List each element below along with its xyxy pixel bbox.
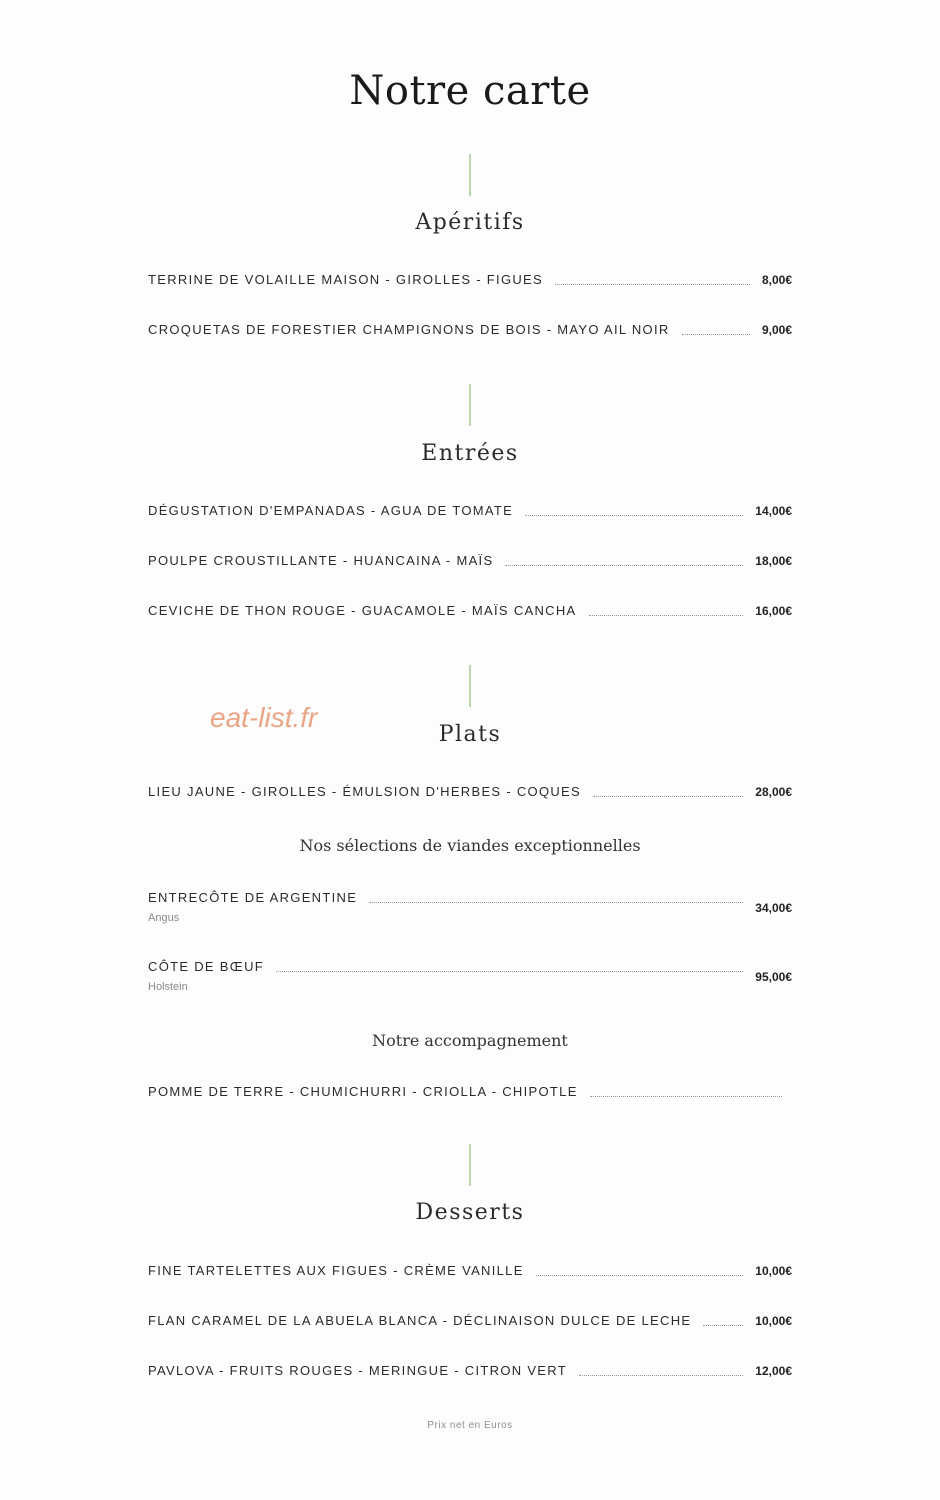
item-name: POMME DE TERRE - CHUMICHURRI - CRIOLLA - CHIPOTLE xyxy=(148,1084,578,1099)
item-price: 16,00€ xyxy=(755,603,792,618)
dotted-leader xyxy=(276,970,743,972)
dotted-leader xyxy=(555,283,750,285)
item-note: Holstein xyxy=(148,981,188,993)
dotted-leader xyxy=(703,1324,743,1326)
item-name: TERRINE DE VOLAILLE MAISON - GIROLLES - FIGUES xyxy=(148,272,543,287)
menu-item xyxy=(148,1263,792,1278)
item-name: CEVICHE DE THON ROUGE - GUACAMOLE - MAÏS CANCHA xyxy=(148,603,577,618)
item-name: PAVLOVA - FRUITS ROUGES - MERINGUE - CITRON VERT xyxy=(148,1363,567,1378)
menu-item xyxy=(148,1313,792,1328)
item-price: 95,00€ xyxy=(755,969,792,984)
dotted-leader xyxy=(590,1095,782,1097)
dotted-leader xyxy=(369,901,743,903)
section-divider xyxy=(469,154,471,196)
menu-item xyxy=(148,553,792,568)
section-title-entrees: Entrées xyxy=(421,441,519,466)
menu-item xyxy=(148,503,792,518)
item-name: ENTRECÔTE DE ARGENTINE xyxy=(148,890,358,905)
dotted-leader xyxy=(579,1374,743,1376)
dotted-leader xyxy=(682,333,750,335)
footer-note: Prix net en Euros xyxy=(427,1420,513,1431)
dotted-leader xyxy=(505,564,743,566)
side-heading: Notre accompagnement xyxy=(372,1031,568,1050)
section-title-desserts: Desserts xyxy=(415,1200,525,1225)
dotted-leader xyxy=(589,614,744,616)
section-divider xyxy=(469,1144,471,1186)
item-price: 10,00€ xyxy=(755,1263,792,1278)
item-price: 28,00€ xyxy=(755,784,792,799)
item-name: FINE TARTELETTES AUX FIGUES - CRÈME VANILLE xyxy=(148,1263,524,1278)
item-name: LIEU JAUNE - GIROLLES - ÉMULSION D'HERBES - COQUES xyxy=(148,784,581,799)
item-price: 10,00€ xyxy=(755,1313,792,1328)
menu-item xyxy=(148,890,792,915)
item-name: POULPE CROUSTILLANTE - HUANCAINA - MAÏS xyxy=(148,553,494,568)
item-name: FLAN CARAMEL DE LA ABUELA BLANCA - DÉCLINAISON DULCE DE LECHE xyxy=(148,1313,692,1328)
menu-item xyxy=(148,784,792,799)
item-price: 9,00€ xyxy=(761,322,792,337)
page-title: Notre carte xyxy=(349,68,591,114)
item-price: 18,00€ xyxy=(755,553,792,568)
watermark: eat-list.fr xyxy=(210,702,318,733)
dotted-leader xyxy=(593,795,743,797)
meats-heading: Nos sélections de viandes exceptionnelles xyxy=(299,836,641,855)
dotted-leader xyxy=(536,1274,744,1276)
section-title-plats: Plats xyxy=(438,722,502,747)
item-price: 12,00€ xyxy=(755,1363,792,1378)
menu-item xyxy=(148,1363,792,1378)
item-price: 8,00€ xyxy=(761,272,792,287)
menu-item xyxy=(148,1084,782,1099)
menu-item xyxy=(148,959,792,984)
dotted-leader xyxy=(525,514,743,516)
menu-item xyxy=(148,272,792,287)
menu-item xyxy=(148,322,792,337)
section-divider xyxy=(469,665,471,707)
section-divider xyxy=(469,384,471,426)
item-price: 14,00€ xyxy=(755,503,792,518)
item-price: 34,00€ xyxy=(755,900,792,915)
section-title-aperitifs: Apéritifs xyxy=(415,210,525,235)
item-name: CROQUETAS DE FORESTIER CHAMPIGNONS DE BOIS - MAYO AIL NOIR xyxy=(148,322,670,337)
item-note: Angus xyxy=(148,912,180,924)
item-name: DÉGUSTATION D'EMPANADAS - AGUA DE TOMATE xyxy=(148,503,514,518)
menu-item xyxy=(148,603,792,618)
item-name: CÔTE DE BŒUF xyxy=(148,959,264,974)
